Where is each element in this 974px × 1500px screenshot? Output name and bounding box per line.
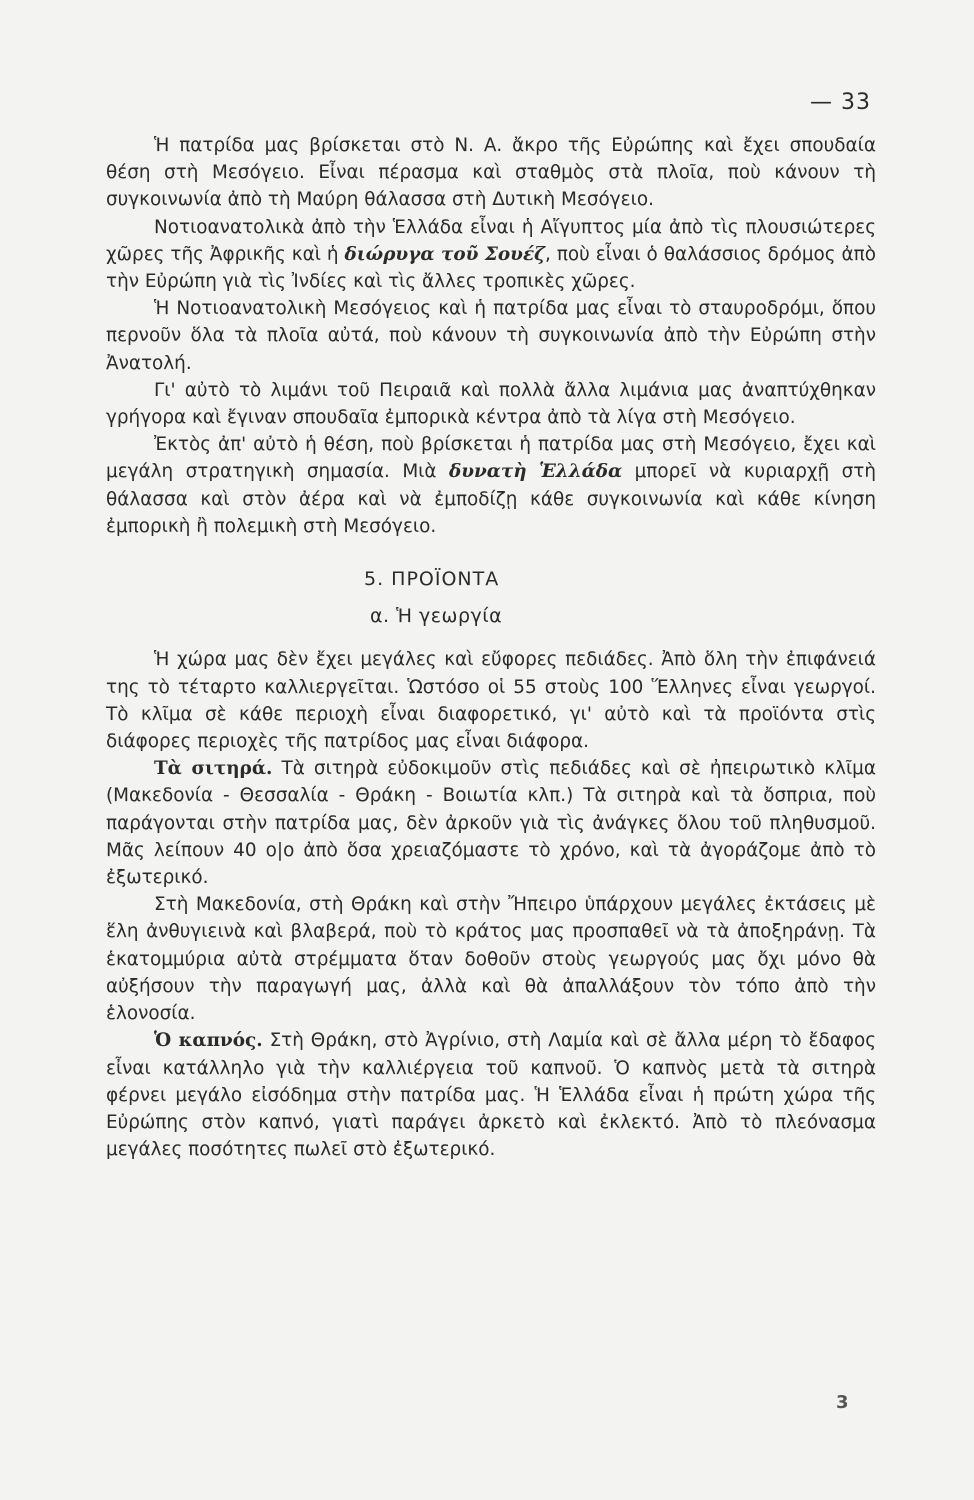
paragraph-southeast-start: Νοτιοανατολικὰ ἀπὸ τὴν Ἑλλάδα εἶναι ἡ Αἴγυπτος μία ἀπὸ τὶς πλουσιώτερες χῶρες τῆς Ἀφρικῆς καὶ ἡ (106, 216, 876, 265)
paragraph-tobacco (106, 1027, 876, 1163)
page-number: — 33 (810, 90, 871, 115)
footer-mark: 3 (836, 1392, 849, 1413)
cereals-text: Τὰ σιτηρὰ εὐδοκιμοῦν στὶς πεδιάδες καὶ σὲ ἠπειρωτικὸ κλῖμα (Μακεδονία - Θεσσαλία - Θράκη - Βοιωτία κλπ.) Τὰ σιτηρὰ καὶ τὰ ὄσπρια, ποὺ παράγονται στὴν πατρίδα μας, δὲν ἀρκοῦν γιὰ τὶς ἀνάγκες ὅλου τοῦ πληθυσμοῦ. Μᾶς λείπουν 40 ο|ο ἀπὸ ὅσα χρειαζόμαστε τὸ χρόνο, καὶ τὰ ἀγοράζομε ἀπὸ τὸ ἐξωτερικό. (106, 758, 876, 889)
sub-heading: α. Ἡ γεωργία (370, 605, 503, 628)
greece-emphasis: Ἑλλάδα (539, 461, 623, 483)
space (527, 461, 539, 482)
paragraph-southeast (106, 214, 876, 296)
paragraph-location: Ἡ πατρίδα μας βρίσκεται στὸ Ν. Α. ἄκρο τῆς Εὐρώπης καὶ ἔχει σπουδαία θέση στὴ Μεσόγειο. Εἶναι πέρασμα καὶ σταθμὸς στὰ πλοῖα, ποὺ κάνουν τὴ συγκοινωνία ἀπὸ τὴ Μαύρη θάλασσα στὴ Δυτικὴ Μεσόγειο. (106, 135, 876, 211)
tobacco-lead: Ὁ καπνός. (154, 1030, 263, 1052)
cereals-lead: Τὰ σιτηρά. (154, 758, 273, 780)
paragraph-agriculture: Ἡ χώρα μας δὲν ἔχει μεγάλες καὶ εὔφορες πεδιάδες. Ἀπὸ ὅλη τὴν ἐπιφάνειά της τὸ τέταρτο καλλιεργεῖται. Ὡστόσο οἱ 55 στοὺς 100 Ἕλληνες εἶναι γεωργοί. Τὸ κλῖμα σὲ κάθε περιοχὴ εἶναι διαφορετικό, γι' αὐτὸ καὶ τὰ προϊόντα στὶς διάφορες περιοχὲς τῆς πατρίδος μας εἶναι διάφορα. (106, 649, 876, 753)
paragraph-strategic-end: μπορεῖ νὰ κυριαρχῇ στὴ θάλασσα καὶ στὸν ἀέρα καὶ νὰ ἐμποδίζῃ κάθε συγκοινωνία καὶ κάθε κίνηση ἐμπορικὴ ἢ πολεμικὴ στὴ Μεσόγειο. (106, 461, 876, 537)
paragraph-crossroads: Ἡ Νοτιοανατολικὴ Μεσόγειος καὶ ἡ πατρίδα μας εἶναι τὸ σταυροδρόμι, ὅπου περνοῦν ὅλα τὰ πλοῖα αὐτά, ποὺ κάνουν τὴ συγκοινωνία ἀπὸ τὴν Εὐρώπη στὴν Ἀνατολή. (106, 298, 876, 374)
suez-canal-emphasis: διώρυγα τοῦ Σουέζ (344, 243, 546, 265)
body-text (106, 132, 876, 1163)
paragraph-cereals (106, 755, 876, 891)
paragraph-southeast-end: , ποὺ εἶναι ὁ θαλάσσιος δρόμος ἀπὸ τὴν Εὐρώπη γιὰ τὶς Ἰνδίες καὶ τὶς ἄλλες τροπικὲς χῶρες. (106, 243, 876, 293)
paragraph-marshes: Στὴ Μακεδονία, στὴ Θράκη καὶ στὴν Ἤπειρο ὑπάρχουν μεγάλες ἐκτάσεις μὲ ἕλη ἀνθυγιεινὰ καὶ βλαβερά, ποὺ τὸ κράτος μας προσπαθεῖ νὰ τὰ ἀποξηράνῃ. Τὰ ἑκατομμύρια αὐτὰ στρέμματα ὅταν δοθοῦν στοὺς γεωργούς μας ὄχι μόνο θὰ αὐξήσουν τὴν παραγωγή μας, ἀλλὰ καὶ θὰ ἀπαλλάξουν τὸν τόπο ἀπὸ τὴν ἑλονοσία. (106, 894, 876, 1025)
paragraph-strategic-start: Ἐκτὸς ἀπ' αὐτὸ ἡ θέση, ποὺ βρίσκεται ἡ πατρίδα μας στὴ Μεσόγειο, ἔχει καὶ μεγάλη στρατηγικὴ σημασία. Μιὰ (106, 434, 876, 483)
strong-emphasis: δυνατὴ (448, 461, 527, 483)
section-heading: 5. ΠΡΟΪΟΝΤΑ (364, 568, 500, 591)
paragraph-ports: Γι' αὐτὸ τὸ λιμάνι τοῦ Πειραιᾶ καὶ πολλὰ ἄλλα λιμάνια μας ἀναπτύχθηκαν γρήγορα καὶ ἔγιναν σπουδαῖα ἐμπορικὰ κέντρα ἀπὸ τὰ λίγα στὴ Μεσόγειο. (106, 379, 876, 429)
paragraph-strategic (106, 431, 876, 540)
tobacco-text: Στὴ Θράκη, στὸ Ἀγρίνιο, στὴ Λαμία καὶ σὲ ἄλλα μέρη τὸ ἔδαφος εἶναι κατάλληλο γιὰ τὴν καλλιέργεια τοῦ καπνοῦ. Ὁ καπνὸς μετὰ τὰ σιτηρὰ φέρνει μεγάλο εἰσόδημα στὴν πατρίδα μας. Ἡ Ἑλλάδα εἶναι ἡ πρώτη χώρα τῆς Εὐρώπης στὸν καπνό, γιατὶ παράγει ἀρκετὸ καὶ ἐκλεκτό. Ἀπὸ τὸ πλεόνασμα μεγάλες ποσότητες πωλεῖ στὸ ἐξωτερικό. (106, 1030, 876, 1161)
